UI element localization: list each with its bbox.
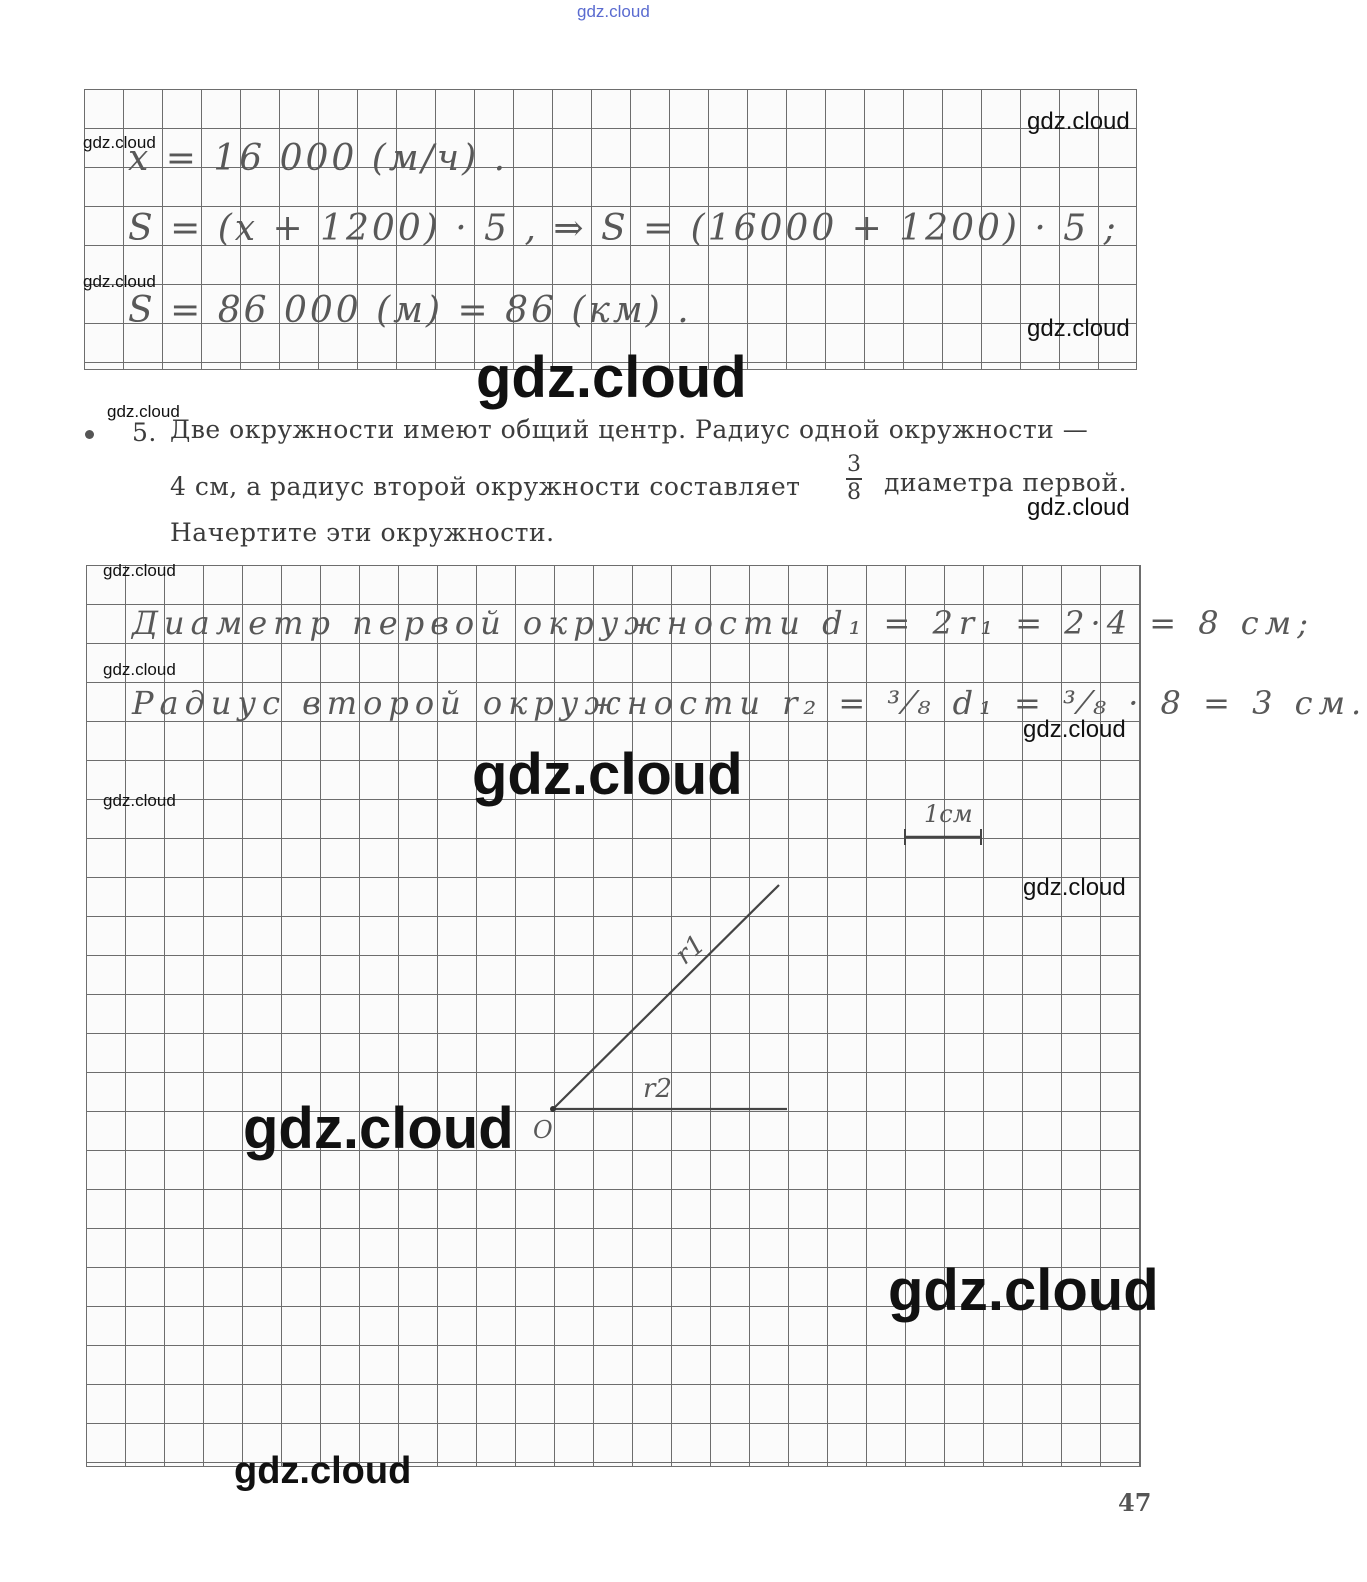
r1-label: r1 bbox=[669, 929, 712, 971]
page-number: 47 bbox=[1118, 1488, 1152, 1517]
fraction-denominator: 8 bbox=[847, 479, 861, 505]
watermark-small: gdz.cloud bbox=[83, 272, 156, 291]
watermark-large: gdz.cloud bbox=[472, 742, 743, 807]
watermark-small: gdz.cloud bbox=[1027, 315, 1130, 342]
center-point bbox=[550, 1106, 556, 1112]
watermark-large: gdz.cloud bbox=[243, 1096, 514, 1161]
r2-label: r2 bbox=[643, 1074, 672, 1104]
task-line-2b: диаметра первой. bbox=[884, 468, 1128, 497]
watermark-small: gdz.cloud bbox=[103, 660, 176, 679]
watermark-small: gdz.cloud bbox=[103, 561, 176, 580]
watermark-small: gdz.cloud bbox=[107, 402, 180, 421]
watermark-small: gdz.cloud bbox=[1027, 108, 1130, 135]
task-number: 5. bbox=[132, 418, 157, 447]
watermark-small: gdz.cloud bbox=[1023, 874, 1126, 901]
solution-line-1: Диаметр первой окружности d₁ = 2r₁ = 2·4 = 8 см; bbox=[132, 604, 1314, 642]
watermark-large: gdz.cloud bbox=[476, 345, 747, 410]
watermark-large: gdz.cloud bbox=[888, 1258, 1159, 1323]
header-watermark: gdz.cloud bbox=[577, 2, 650, 21]
watermark-small: gdz.cloud bbox=[103, 791, 176, 810]
watermark-small: gdz.cloud bbox=[83, 133, 156, 152]
task-line-2a: 4 см, а радиус второй окружности составляет bbox=[170, 472, 801, 501]
equation-line-1: x = 16 000 (м/ч) . bbox=[128, 138, 509, 179]
watermark-medium: gdz.cloud bbox=[234, 1450, 412, 1492]
equation-line-3: S = 86 000 (м) = 86 (км) . bbox=[128, 290, 692, 331]
scale-label: 1см bbox=[924, 800, 973, 828]
task-line-3: Начертите эти окружности. bbox=[170, 518, 555, 547]
center-label: O bbox=[533, 1116, 553, 1144]
fraction-numerator: 3 bbox=[847, 452, 861, 477]
watermark-small: gdz.cloud bbox=[1023, 716, 1126, 743]
watermark-small: gdz.cloud bbox=[1027, 494, 1130, 521]
equation-line-2: S = (x + 1200) · 5 , ⇒ S = (16000 + 1200) · 5 ; bbox=[128, 208, 1119, 249]
task-line-1: Две окружности имеют общий центр. Радиус одной окружности — bbox=[170, 415, 1089, 444]
solution-line-2: Радиус второй окружности r₂ = ³⁄₈ d₁ = ³⁄₈ · 8 = 3 см. bbox=[132, 684, 1367, 722]
